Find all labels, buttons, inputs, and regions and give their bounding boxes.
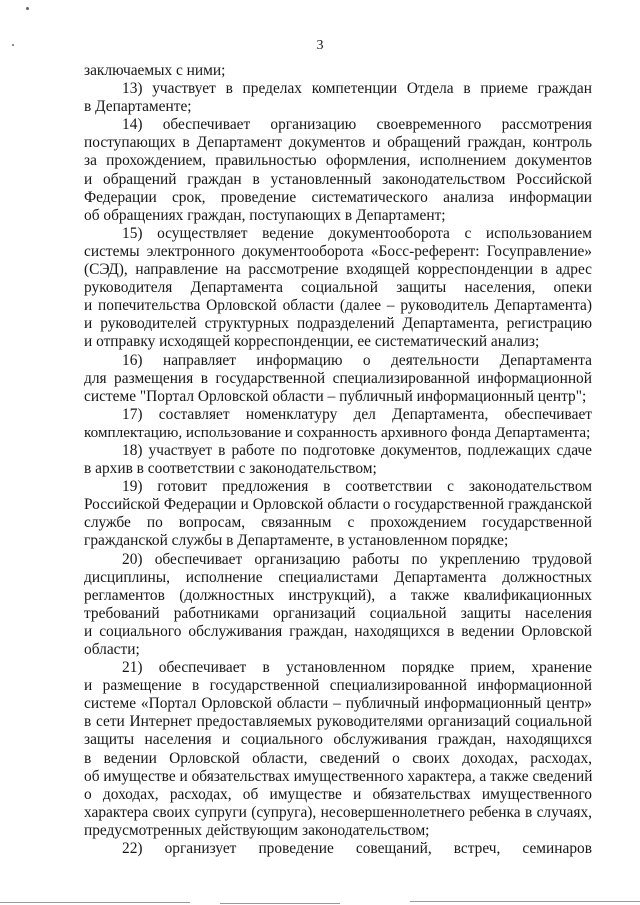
text-line: 13) участвует в пределах компетенции Отдела в приеме граждан (122, 80, 592, 98)
scan-bottom-edge (0, 899, 640, 905)
text-line: 18) участвует в работе по подготовке документов, подлежащих сдаче (122, 441, 592, 459)
text-line: поступающих в Департамент документов и обращений граждан, контроль (84, 134, 592, 152)
text-line: за прохождением, правильностью оформления, исполнением документов (84, 152, 592, 170)
text-line: об обращениях граждан, поступающих в Департамент; (84, 206, 446, 224)
text-line: 19) готовит предложения в соответствии с законодательством (122, 478, 592, 496)
text-line: системы электронного документооборота «Босс-референт: Госуправление» (84, 242, 592, 260)
text-line: в сети Интернет предоставляемых руководителями организаций социальной (84, 713, 592, 731)
text-line: характера своих супруги (супруга), несовершеннолетнего ребенка в случаях, (84, 803, 592, 821)
text-line: службе по вопросам, связанным с прохождением государственной (84, 514, 592, 532)
text-line: и размещение в государственной специализированной информационной (84, 677, 592, 695)
text-line: 14) обеспечивает организацию своевременного рассмотрения (122, 116, 592, 134)
text-line: (СЭД), направление на рассмотрение входящей корреспонденции в адрес (84, 261, 592, 279)
text-line: о доходах, расходах, об имуществе и обязательствах имущественного (84, 785, 592, 803)
text-line: и попечительства Орловской области (далее – руководитель Департамента) (84, 297, 592, 315)
text-line: 22) организует проведение совещаний, встреч, семинаров (122, 840, 592, 858)
text-line: 15) осуществляет ведение документооборота с использованием (122, 224, 592, 242)
text-line: и обращений граждан в установленный законодательством Российской (84, 170, 592, 188)
text-line: в архив в соответствии с законодательством; (84, 460, 377, 478)
text-line: системе «Портал Орловской области – публичный информационный центр» (84, 695, 592, 713)
text-line: 16) направляет информацию о деятельности Департамента (122, 351, 592, 369)
text-line: области; (84, 641, 140, 658)
text-line: предусмотренных действующим законодательством; (84, 821, 430, 839)
text-line: руководителя Департамента социальной защиты населения, опеки (84, 279, 592, 297)
text-line: в ведении Орловской области, сведений о своих доходах, расходах, (84, 749, 592, 767)
text-line: и социального обслуживания граждан, находящихся в ведении Орловской (84, 622, 592, 640)
text-line: и руководителей структурных подразделений Департамента, регистрацию (84, 315, 592, 333)
text-line: 20) обеспечивает организацию работы по укреплению трудовой (122, 550, 592, 568)
text-line: гражданской службы в Департаменте, в установленном порядке; (84, 532, 509, 550)
text-line: дисциплины, исполнение специалистами Департамента должностных (84, 568, 592, 586)
page-number: 3 (316, 38, 324, 53)
text-line: регламентов (должностных инструкций), а также квалификационных (84, 586, 592, 604)
text-line: Федерации срок, проведение систематического анализа информации (84, 188, 592, 206)
text-line: заключаемых с ними; (84, 62, 226, 79)
text-line: 17) составляет номенклатуру дел Департамента, обеспечивает (122, 405, 592, 423)
text-line: и отправку исходящей корреспонденции, ее систематический анализ; (84, 333, 540, 351)
text-line: системе "Портал Орловской области – публичный информационный центр"; (84, 387, 587, 405)
text-line: об имуществе и обязательствах имущественного характера, а также сведений (84, 767, 593, 785)
text-line: 21) обеспечивает в установленном порядке прием, хранение (122, 659, 592, 677)
text-line: требований работниками организаций социальной защиты населения (84, 604, 592, 622)
text-line: в Департаменте; (84, 98, 192, 116)
text-line: защиты населения и социального обслуживания граждан, находящихся (84, 731, 592, 749)
text-line: Российской Федерации и Орловской области о государственной гражданской (84, 496, 592, 514)
scan-speck (26, 7, 29, 10)
text-line: для размещения в государственной специализированной информационной (84, 369, 592, 387)
text-line: комплектацию, использование и сохранность архивного фонда Департамента; (84, 423, 591, 441)
document-body (84, 62, 592, 858)
